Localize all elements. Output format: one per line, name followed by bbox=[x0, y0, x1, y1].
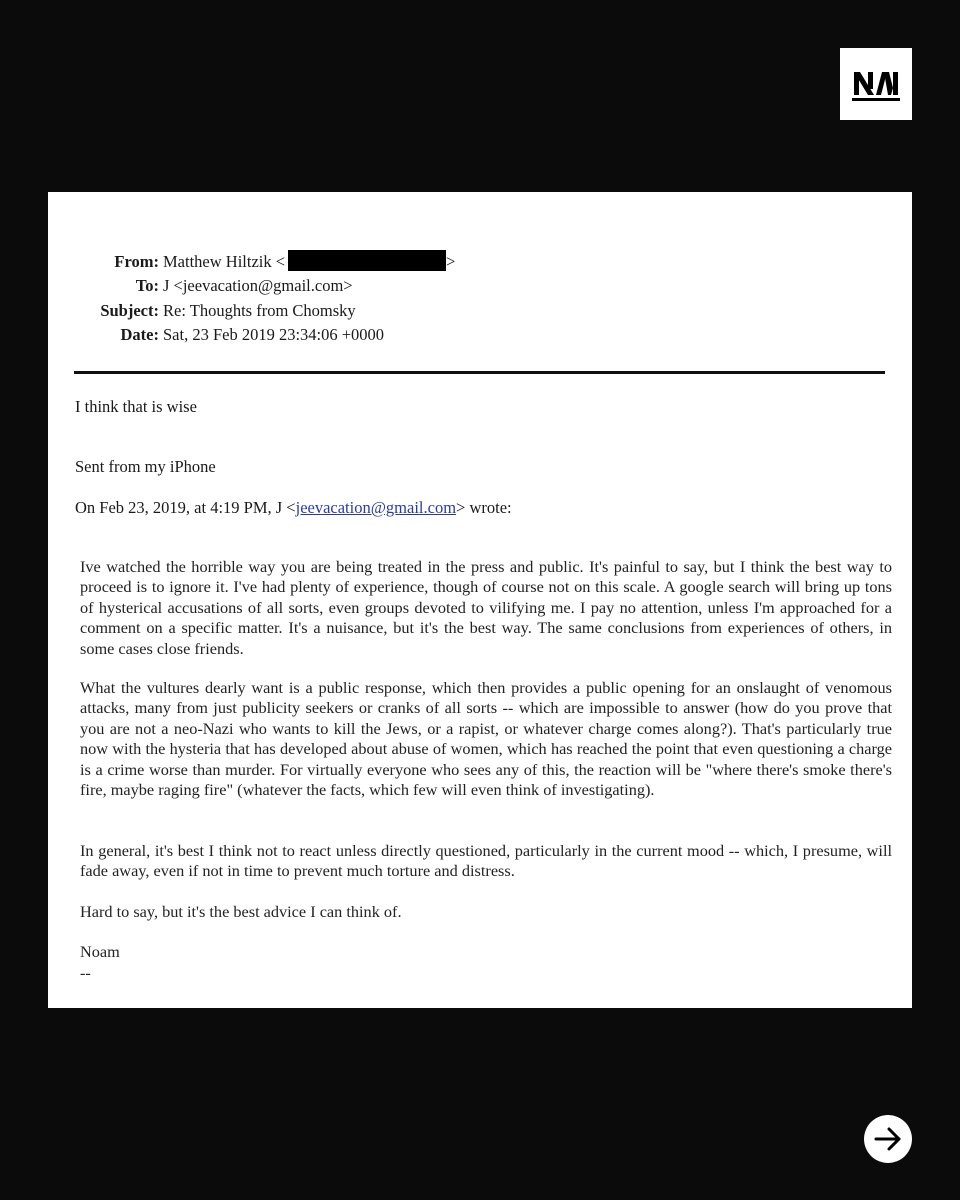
sign-dashes-text: -- bbox=[80, 963, 91, 982]
arrow-right-icon bbox=[864, 1115, 912, 1163]
signature-line: Sent from my iPhone bbox=[75, 457, 216, 476]
paragraph-text: Ive watched the horrible way you are being treated in the press and public. It's painful to say, but I think the best way to proceed is to ignore it. I've had plenty of experience, though of course not on this scale. A google search will bring up tons of hysterical accusations of all sorts, even groups devoted to vilifying me. I pay no attention, unless I'm approached for a comment on a specific matter. It's a nuisance, but it's the best way. The same conclusions from experiences of others, in some cases close friends. bbox=[80, 557, 892, 658]
from-label: From: bbox=[114, 252, 159, 271]
paragraph-text: What the vultures dearly want is a public response, which then provides a public opening for an onslaught of venomous attacks, many from just publicity seekers or cranks of all sorts -- which are impossible to answer (how do you prove that you are not a neo-Nazi who wants to kill the Jews, or a rapist, or whatever charge comes along?). That's particularly true now with the hysteria that has developed about abuse of women, which has reached the point that even questioning a charge is a crime worse than murder. For virtually everyone who sees any of this, the reaction will be "where there's smoke there's fire, maybe raging fire" (whatever the facts, which few will even think of investigating). bbox=[80, 678, 892, 800]
from-name: Matthew Hiltzik < bbox=[163, 252, 286, 271]
date-value: Sat, 23 Feb 2019 23:34:06 +0000 bbox=[163, 325, 385, 344]
to-row bbox=[48, 274, 912, 298]
paragraph-2 bbox=[80, 678, 892, 800]
subject-row bbox=[48, 299, 912, 323]
brand-logo bbox=[840, 48, 912, 120]
sign-dashes bbox=[80, 963, 892, 983]
from-close: > bbox=[446, 252, 456, 271]
from-value bbox=[163, 250, 455, 274]
paragraph-1 bbox=[80, 557, 892, 659]
next-button[interactable] bbox=[864, 1115, 912, 1163]
redacted-email-block bbox=[288, 250, 446, 271]
to-value: J <jeevacation@gmail.com> bbox=[163, 276, 353, 295]
date-label: Date: bbox=[120, 325, 159, 344]
paragraph-3 bbox=[80, 841, 892, 882]
quote-intro-pre: On Feb 23, 2019, at 4:19 PM, J < bbox=[75, 498, 296, 517]
sign-off bbox=[80, 942, 892, 962]
email-link[interactable]: jeevacation@gmail.com bbox=[295, 498, 457, 517]
paragraph-text: Hard to say, but it's the best advice I can think of. bbox=[80, 902, 402, 921]
header-divider bbox=[74, 371, 885, 374]
subject-value: Re: Thoughts from Chomsky bbox=[163, 301, 356, 320]
nm-logo-icon bbox=[840, 48, 912, 120]
sign-off-name: Noam bbox=[80, 942, 120, 961]
reply-line: I think that is wise bbox=[75, 397, 197, 416]
quote-intro-post: > wrote: bbox=[456, 498, 512, 517]
from-row bbox=[48, 250, 912, 274]
date-row bbox=[48, 323, 912, 347]
quote-intro bbox=[75, 497, 512, 519]
paragraph-text: In general, it's best I think not to react unless directly questioned, particularly in the current mood -- which, I presume, will fade away, even if not in time to prevent much torture and distress. bbox=[80, 841, 892, 881]
to-label: To: bbox=[135, 276, 159, 295]
subject-label: Subject: bbox=[100, 301, 159, 320]
paragraph-4 bbox=[80, 902, 892, 922]
email-document bbox=[48, 192, 912, 1008]
